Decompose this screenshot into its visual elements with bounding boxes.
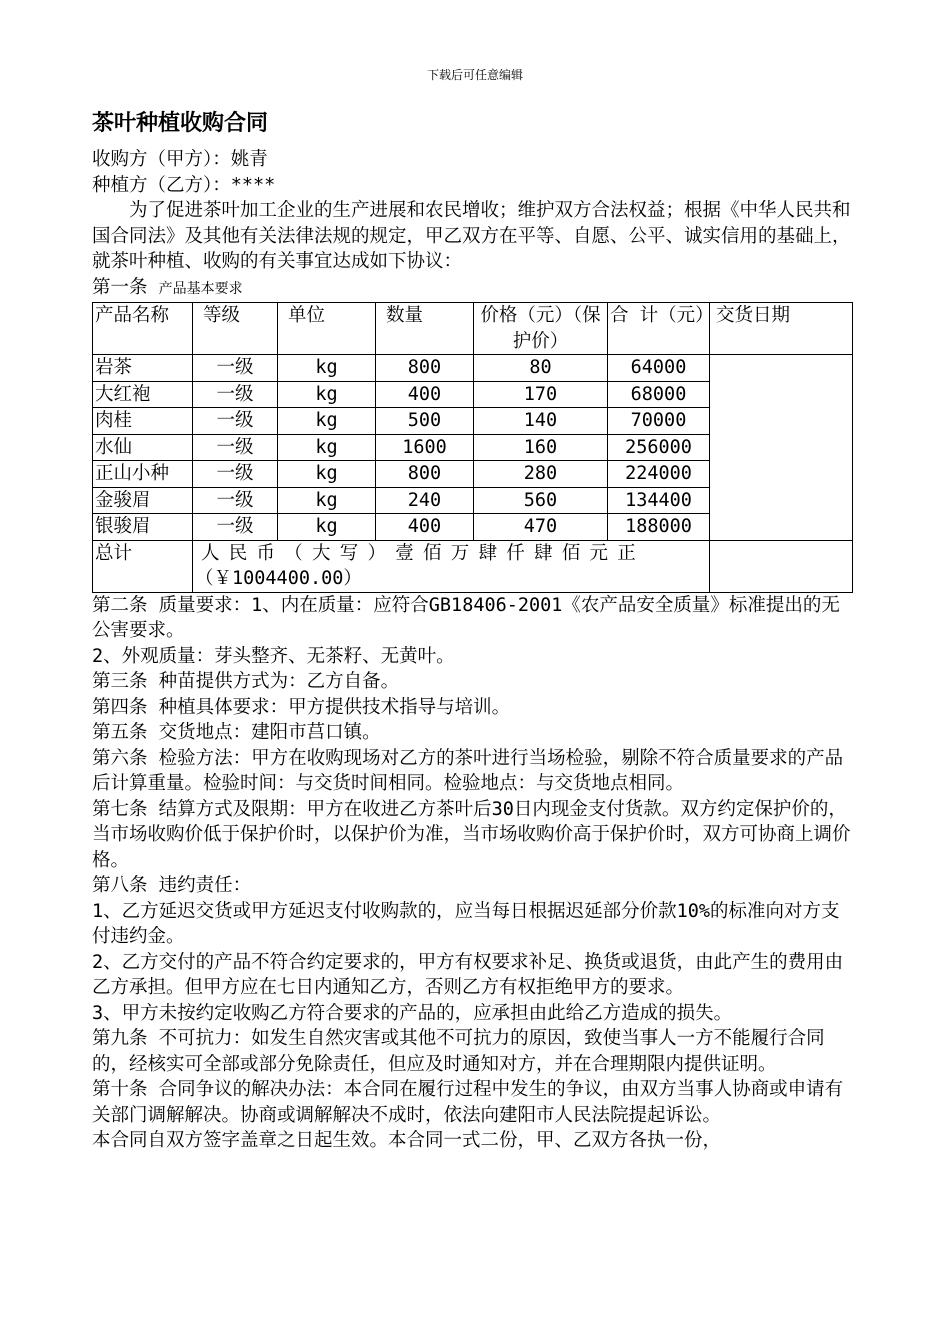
intro-paragraph: 为了促进茶叶加工企业的生产进展和农民增收；维护双方合法权益；根据《中华人民共和国合同法》及其他有关法律法规的规定，甲乙双方在平等、自愿、公平、诚实信用的基础上，就茶叶种植、收购的有关事宜达成如下协议： [92,200,851,272]
cell-name: 岩茶 [93,355,193,382]
page-title: 茶叶种植收购合同 [92,111,269,136]
cell-grade: 一级 [193,514,278,541]
table-header-row [93,303,853,355]
total-amount-cell [193,540,710,592]
cell-price: 280 [474,461,608,488]
total-words: 人民币（大写）壹佰万肆仟肆佰元正 [201,542,646,564]
cell-quantity: 800 [376,461,474,488]
cell-grade: 一级 [193,381,278,408]
cell-grade: 一级 [193,487,278,514]
article-paragraph: 第三条 种苗提供方式为：乙方自备。 [92,671,400,692]
cell-price: 80 [474,355,608,382]
article-paragraph: 本合同自双方签字盖章之日起生效。本合同一式二份，甲、乙双方各执一份， [92,1130,722,1151]
header-price: 价格（元）（保护价） [474,303,608,355]
cell-unit: kg [278,514,376,541]
article-paragraph: 第十条 合同争议的解决办法：本合同在履行过程中发生的争议，由双方当事人协商或申请有关部门调解解决。协商或调解解决不成时，依法向建阳市人民法院提起诉讼。 [92,1079,844,1126]
cell-name: 肉桂 [93,408,193,435]
cell-name: 大红袍 [93,381,193,408]
cell-name: 金骏眉 [93,487,193,514]
cell-unit: kg [278,461,376,488]
cell-grade: 一级 [193,355,278,382]
delivery-date-cell [710,355,853,541]
header-name: 产品名称 [93,303,193,355]
table-total-row [93,540,853,592]
header-total: 合 计（元） [608,303,710,355]
cell-name: 水仙 [93,434,193,461]
cell-quantity: 240 [376,487,474,514]
article-paragraph: 第八条 违约责任： [92,875,252,896]
total-delivery-cell [710,540,853,592]
product-table [92,302,853,593]
article-paragraph: 第二条 质量要求：1、内在质量：应符合GB18406-2001《农产品安全质量》标准提出的无公害要求。 [92,594,840,641]
cell-unit: kg [278,434,376,461]
cell-unit: kg [278,408,376,435]
article-paragraph: 3、甲方未按约定收购乙方符合要求的产品的，应承担由此给乙方造成的损失。 [92,1002,733,1024]
article-1-heading [92,275,858,303]
cell-quantity: 400 [376,514,474,541]
header-quantity: 数量 [376,303,474,355]
grower-line: 种植方（乙方）：**** [92,174,276,196]
article-1-label: 第一条 [92,276,148,298]
cell-price: 160 [474,434,608,461]
contract-articles [92,593,858,1154]
cell-total: 68000 [608,381,710,408]
cell-total: 70000 [608,408,710,435]
header-grade: 等级 [193,303,278,355]
article-paragraph: 第七条 结算方式及限期：甲方在收进乙方茶叶后30日内现金支付货款。双方约定保护价的，当市场收购价低于保护价时，以保护价为准，当市场收购价高于保护价时，双方可协商上调价格。 [92,798,851,871]
article-paragraph: 2、外观质量：芽头整齐、无茶籽、无黄叶。 [92,645,455,667]
article-paragraph: 1、乙方延迟交货或甲方延迟支付收购款的，应当每日根据迟延部分价款10%的标准向对方支付违约金。 [92,900,840,947]
cell-price: 470 [474,514,608,541]
buyer-line: 收购方（甲方）：姚青 [92,149,268,170]
article-1-title: 产品基本要求 [158,280,243,297]
cell-name: 银骏眉 [93,514,193,541]
cell-price: 560 [474,487,608,514]
total-amount: （￥1004400.00） [195,568,362,589]
cell-unit: kg [278,355,376,382]
article-paragraph: 2、乙方交付的产品不符合约定要求的，甲方有权要求补足、换货或退货，由此产生的费用由乙方承担。但甲方应在七日内通知乙方，否则乙方有权拒绝甲方的要求。 [92,951,844,998]
article-paragraph: 第五条 交货地点：建阳市莒口镇。 [92,722,381,743]
cell-unit: kg [278,487,376,514]
header-note: 下载后可任意编辑 [426,68,523,82]
cell-total: 224000 [608,461,710,488]
table-row [93,355,853,382]
cell-quantity: 800 [376,355,474,382]
cell-total: 256000 [608,434,710,461]
cell-price: 140 [474,408,608,435]
cell-quantity: 500 [376,408,474,435]
article-paragraph: 第四条 种植具体要求：甲方提供技术指导与培训。 [92,696,511,718]
cell-quantity: 400 [376,381,474,408]
cell-total: 64000 [608,355,710,382]
cell-unit: kg [278,381,376,408]
header-unit: 单位 [278,303,376,355]
cell-name: 正山小种 [93,461,193,488]
cell-grade: 一级 [193,408,278,435]
cell-grade: 一级 [193,434,278,461]
total-label: 总计 [93,540,193,592]
cell-price: 170 [474,381,608,408]
cell-quantity: 1600 [376,434,474,461]
header-delivery: 交货日期 [710,303,853,355]
article-paragraph: 第六条 检验方法：甲方在收购现场对乙方的茶叶进行当场检验，剔除不符合质量要求的产品后计算重量。检验时间：与交货时间相同。检验地点：与交货地点相同。 [92,747,844,794]
cell-grade: 一级 [193,461,278,488]
cell-total: 188000 [608,514,710,541]
cell-total: 134400 [608,487,710,514]
contract-body [92,147,858,1154]
article-paragraph: 第九条 不可抗力：如发生自然灾害或其他不可抗力的原因，致使当事人一方不能履行合同的，经核实可全部或部分免除责任，但应及时通知对方，并在合理期限内提供证明。 [92,1028,825,1075]
